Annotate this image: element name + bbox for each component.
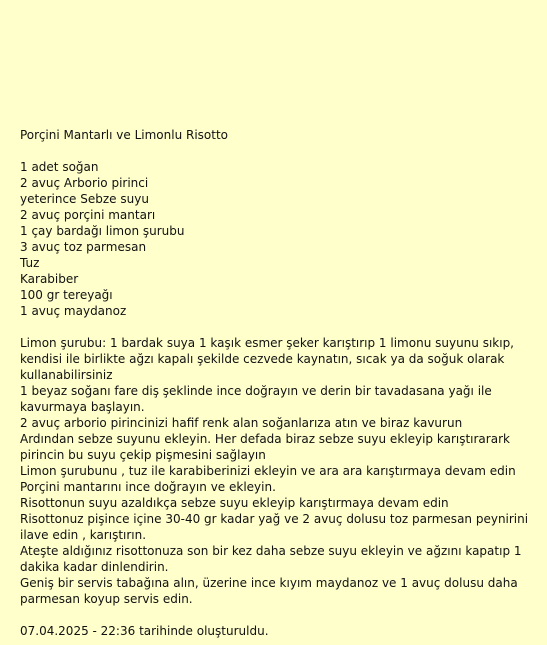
- ingredient-item: 1 çay bardağı limon şurubu: [20, 224, 185, 238]
- instruction-step: Ateşte aldığınız risottonuza son bir kez daha sebze suyu ekleyin ve ağzını kapatıp 1 dakika kadar dinlendirin.: [20, 544, 522, 574]
- ingredient-item: 1 adet soğan: [20, 160, 99, 174]
- recipe-title: Porçini Mantarlı ve Limonlu Risotto: [20, 128, 229, 142]
- ingredient-item: 2 avuç porçini mantarı: [20, 208, 156, 222]
- ingredient-item: 3 avuç toz parmesan: [20, 240, 147, 254]
- ingredient-item: yeterince Sebze suyu: [20, 192, 149, 206]
- instruction-step: Ardından sebze suyunu ekleyin. Her defada biraz sebze suyu ekleyip karıştırarark pirincin bu suyu çekip pişmesini sağlayın: [20, 432, 510, 462]
- ingredient-item: 1 avuç maydanoz: [20, 304, 127, 318]
- ingredient-item: Tuz: [20, 256, 40, 270]
- instruction-step: Risottonuz pişince içine 30-40 gr kadar yağ ve 2 avuç dolusu toz parmesan peynirini ilave edin , karıştırın.: [20, 512, 529, 542]
- instruction-step: Limon şurubunu , tuz ile karabiberinizi ekleyin ve ara ara karıştırmaya devam edin: [20, 464, 516, 478]
- recipe-document: [20, 127, 530, 639]
- ingredient-item: 100 gr tereyağı: [20, 288, 113, 302]
- created-timestamp: 07.04.2025 - 22:36 tarihinde oluşturuldu.: [20, 624, 269, 638]
- instruction-step: Risottonun suyu azaldıkça sebze suyu ekleyip karıştırmaya devam edin: [20, 496, 449, 510]
- instruction-step: 1 beyaz soğanı fare diş şeklinde ince doğrayın ve derin bir tavadasana yağı ile kavurmaya başlayın.: [20, 384, 492, 414]
- instruction-step: Limon şurubu: 1 bardak suya 1 kaşık esmer şeker karıştırıp 1 limonu suyunu sıkıp, kendisi ile birlikte ağzı kapalı şekilde cezvede kaynatın, sıcak ya da soğuk olarak kullanabilirsiniz: [20, 336, 514, 382]
- instruction-step: Porçini mantarını ince doğrayın ve ekleyin.: [20, 480, 276, 494]
- instruction-list: [20, 335, 530, 607]
- instruction-step: 2 avuç arborio pirincinizi hafif renk alan soğanlarıza atın ve biraz kavurun: [20, 416, 463, 430]
- ingredient-list: [20, 159, 530, 319]
- instruction-step: Geniş bir servis tabağına alın, üzerine ince kıyım maydanoz ve 1 avuç dolusu daha parmesan koyup servis edin.: [20, 576, 518, 606]
- ingredient-item: Karabiber: [20, 272, 79, 286]
- ingredient-item: 2 avuç Arborio pirinci: [20, 176, 149, 190]
